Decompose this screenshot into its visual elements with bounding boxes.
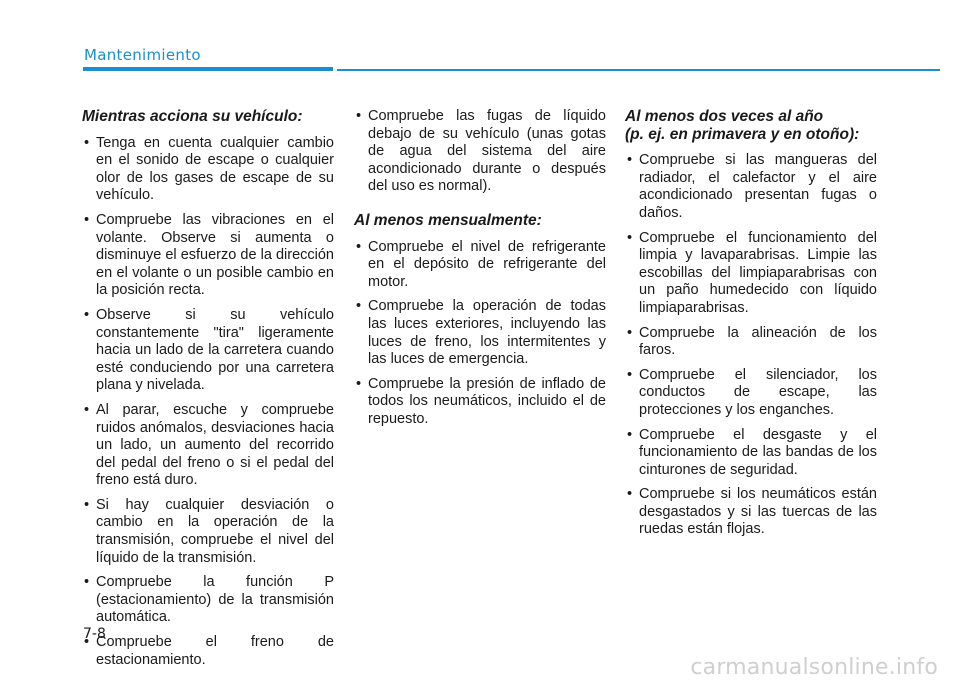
- list-item: • Tenga en cuenta cualquier cambio en el sonido de escape o cualquier olor de los gases de escape de su vehículo.: [82, 135, 334, 205]
- heading-while-driving: Mientras acciona su vehículo:: [82, 108, 303, 125]
- checklist-continued: [354, 108, 606, 196]
- checklist-twice-yearly: [625, 152, 877, 539]
- list-item: • Compruebe la operación de todas las luces exteriores, incluyendo las luces de freno, los intermitentes y las luces de emergencia.: [354, 298, 606, 368]
- list-item: • Compruebe si las mangueras del radiador, el calefactor y el aire acondicionado presentan fugas o daños.: [625, 152, 877, 222]
- list-item: • Compruebe si los neumáticos están desgastados y si las tuercas de las ruedas están flojas.: [625, 486, 877, 539]
- section-title: Mantenimiento: [84, 46, 201, 64]
- page-number: 7-8: [83, 626, 106, 642]
- column-1: [82, 108, 334, 676]
- header-rule-thick: [83, 67, 333, 71]
- list-item: • Compruebe las fugas de líquido debajo de su vehículo (unas gotas de agua del sistema del aire acondicionado durante o después del uso es normal).: [354, 108, 606, 196]
- checklist-monthly: [354, 239, 606, 429]
- list-item: • Compruebe el freno de estacionamiento.: [82, 634, 334, 669]
- list-item: • Compruebe el silenciador, los conductos de escape, las protecciones y los enganches.: [625, 367, 877, 420]
- column-3: [625, 108, 877, 546]
- list-item: • Compruebe el nivel de refrigerante en el depósito de refrigerante del motor.: [354, 239, 606, 292]
- list-item: • Si hay cualquier desviación o cambio en la operación de la transmisión, compruebe el nivel del líquido de la transmisión.: [82, 497, 334, 567]
- column-2: [354, 108, 606, 436]
- list-item: • Compruebe la alineación de los faros.: [625, 325, 877, 360]
- heading-twice-yearly: [625, 108, 877, 143]
- list-item: • Compruebe el desgaste y el funcionamiento de las bandas de los cinturones de seguridad.: [625, 427, 877, 480]
- list-item: • Compruebe el funcionamiento del limpia y lavaparabrisas. Limpie las escobillas del limpiaparabrisas con un paño humedecido con líquido limpiaparabrisas.: [625, 230, 877, 318]
- checklist-while-driving: [82, 135, 334, 670]
- header-rule-thin: [337, 69, 940, 71]
- watermark: carmanualsonline.info: [690, 655, 938, 680]
- list-item: • Al parar, escuche y compruebe ruidos anómalos, desviaciones hacia un lado, un aumento del recorrido del pedal del freno o si el pedal del freno está duro.: [82, 402, 334, 490]
- list-item: • Observe si su vehículo constantemente "tira" ligeramente hacia un lado de la carretera cuando esté conduciendo por una carretera plana y nivelada.: [82, 307, 334, 395]
- list-item: • Compruebe la presión de inflado de todos los neumáticos, incluido el de repuesto.: [354, 376, 606, 429]
- heading-monthly: Al menos mensualmente:: [354, 211, 542, 229]
- heading-line-2: (p. ej. en primavera y en otoño):: [625, 125, 860, 143]
- list-item: • Compruebe las vibraciones en el volante. Observe si aumenta o disminuye el esfuerzo de la dirección en el volante o un posible cambio en la posición recta.: [82, 212, 334, 300]
- heading-line-1: Al menos dos veces al año: [625, 108, 824, 125]
- list-item: • Compruebe la función P (estacionamiento) de la transmisión automática.: [82, 574, 334, 627]
